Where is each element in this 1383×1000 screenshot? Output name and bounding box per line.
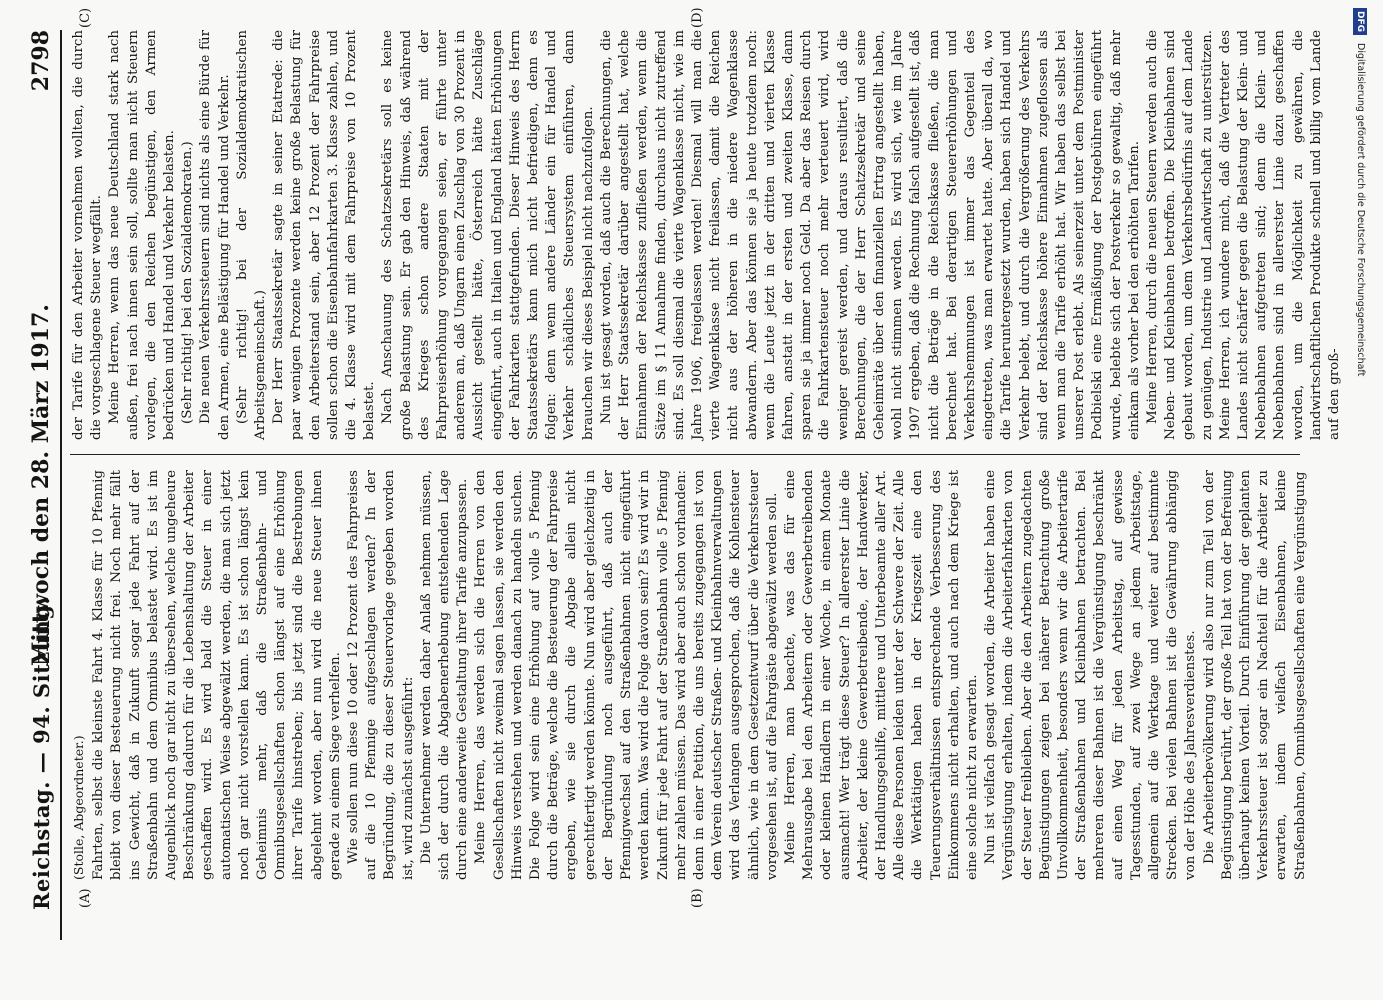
left-column [70, 470, 1308, 880]
right-column [70, 30, 1343, 440]
header-date: Mittwoch den 28. März 1917. [28, 304, 54, 666]
speaker-label: (Stolle, Abgeordneter.) [71, 735, 86, 880]
margin-marker-c: (C) [78, 7, 93, 28]
quote: Die Unternehmer werden daher Anlaß nehmen müssen, sich der durch die Abgabenerhebung entstehenden Lage durch eine anderweite Gestaltung ihrer Tarife anzupassen. [418, 470, 471, 880]
dfg-logo: DFG [1353, 8, 1367, 35]
margin-marker-b: (B) [690, 888, 705, 908]
column-divider [70, 454, 1300, 455]
paragraph: Meine Herren, wenn das neue Deutschland stark nach außen, frei nach innen sein soll, sollte man nicht Steuern vorlegen, die den Reichen begünstigen, den Armen bedrücken und Handel und Verkehr belasten. [107, 30, 178, 440]
margin-marker-a: (A) [78, 888, 93, 908]
paragraph: Meine Herren, das werden sich die Herren von den Gesellschaften nicht zweimal sagen lassen, sie werden den Hinweis verstehen und werden danach zu handeln suchen. Die Folge wird sein eine Erhöhung auf volle 5 Pfennig durch die Beträge, welche die Besteuerung der Fahrpreise ergeben, wie sie durch die Abgabe allein nicht gerechtfertigt werden könnte. Nun wird aber gleichzeitig in der Begründung noch ausgeführt, daß auch der Pfennigwechsel auf den Straßenbahnen nicht eingeführt werden kann. Was wird die Folge davon sein? Es wird wir in Zukunft für jede Fahrt auf der Straßenbahn volle 5 Pfennig mehr zahlen müssen. Das wird aber auch schon vorhanden: denn in einer Petition, die uns bereits zugegangen ist von dem Verein deutscher Straßen- und Kleinbahnverwaltungen wird das Verlangen ausgesprochen, daß die Kohlensteuer ähnlich, wie in dem Gesetzentwurf über die Verkehrssteuer vorgesehen ist, auf die Fahrgäste abgewälzt werden soll. [473, 470, 780, 880]
interjection: (Sehr richtig! bei den Sozialdemokraten.) [180, 141, 196, 424]
paragraph: Nach Anschauung des Schatzsekretärs soll es keine große Belastung sein. Er gab den Hinweis, daß während des Krieges schon andere Staaten mit der Fahrpreiserhöhung vorgegangen seien, er führte unter anderem an, daß Ungarn einen Zuschlag von 30 Prozent in Aussicht gestellt hätte, Österreich hätte Zuschläge eingeführt, auch in Italien und England hätten Erhöhungen der Fahrkarten stattgefunden. Dieser Hinweis des Herrn Staatssekretärs kann mich nicht befriedigen, denn es folgen: denn wenn andere Länder ein für Handel und Verkehr schädliches Steuersystem einführen, dann brauchen wir dieses Beispiel nicht nachzufolgen. [380, 30, 596, 440]
paragraph: Fahrten, selbst die kleinste Fahrt 4. Klasse für 10 Pfennig bleibt von dieser Besteuerung nicht frei. Noch mehr fällt ins Gewicht, daß in Zukunft sogar jede Fahrt auf der Straßenbahn und dem Omnibus belastet wird. Es ist im Augenblick noch gar nicht zu übersehen, welche ungeheure Beschränkung dadurch für die Lebenshaltung der Arbeiter geschaffen wird. Es wird bald die Steuer in einer automatischen Weise abgewälzt werden, die man sich jetzt noch gar nicht vorstellen kann. Es ist schon längst kein Geheimnis mehr, daß die Straßenbahn- und Omnibusgesellschaften schon längst auf eine Erhöhung ihrer Tarife hinstreben; bis jetzt sind die Bestrebungen abgelehnt worden, aber nun wird die neue Steuer ihnen gerade zu einem Siege verhelfen. [91, 470, 343, 880]
notice-text: Digitalisierung gefördert durch die Deutsche Forschungsgemeinschaft [1355, 43, 1366, 377]
paragraph: Nun ist vielfach gesagt worden, die Arbeiter haben eine Vergünstigung erhalten, indem die Arbeiterfahrkarten von der Steuer freibleiben. Aber die den Arbeitern zugedachten Begünstigungen zeigen bei näherer Betrachtung große Unvollkommenheit, besonders wenn wir die Arbeitertarife der Straßenbahnen und Kleinbahnen betrachten. Bei mehreren dieser Bahnen ist die Vergünstigung beschränkt auf einen Weg für jeden Arbeitstag, auf gewisse Tagesstunden, auf zwei Wege an jedem Arbeitstage, allgemein auf die Werktage und weiter auf bestimmte Strecken. Bei vielen Bahnen ist die Gewährung abhängig von der Höhe des Jahresverdienstes. [983, 470, 1199, 880]
header-session: Reichstag. — 94. Sitzung. [29, 596, 54, 910]
paragraph: Meine Herren, durch die neuen Steuern werden auch die Neben- und Kleinbahnen betroffen. Die Kleinbahnen sind gebaut worden, um dem Verkehrsbedürfnis auf dem Lande zu genügen, Industrie und Landwirtschaft zu unterstützen. Meine Herren, ich wundere mich, daß die Vertreter des Landes nicht schärfer gegen die Belastung der Klein- und Nebenbahnen aufgetreten sind; denn die Klein- und Nebenbahnen sind in allererster Linie dazu geschaffen worden, um die Möglichkeit zu gewähren, die landwirtschaftlichen Produkte schnell und billig vom Lande auf den groß- [1144, 30, 1343, 440]
paragraph: Die neuen Verkehrssteuern sind nichts als eine Bürde für den Armen, eine Belästigung für Handel und Verkehr. [198, 30, 232, 440]
margin-marker-d: (D) [690, 7, 705, 28]
paragraph: der Tarife für den Arbeiter vornehmen wollten, die durch die vorgeschlagene Steuer wegfällt. [71, 30, 105, 440]
paragraph: Nun ist gesagt worden, daß auch die Berechnungen, die der Herr Staatssekretär darüber angestellt hat, welche Einnahmen der Reichskasse zufließen werden, wenn die Sätze im § 11 Annahme finden, durchaus nicht zutreffend sind. Es soll diesmal die vierte Wagenklasse nicht, wie im Jahre 1906, freigelassen werden! Diesmal will man die vierte Wagenklasse nicht freilassen, damit die Reichen nicht aus der höheren in die niedere Wagenklasse abwandern. Aber das können sie ja heute trotzdem noch: wenn die Leute jetzt in der dritten und vierten Klasse fahren, anstatt in der ersten und zweiten Klasse, dann sparen sie ja immer noch Geld. Da aber das Reisen durch die Fahrkartensteuer noch mehr verteuert wird, wird weniger gereist werden, und daraus resultiert, daß die Berechnungen, die der Herr Schatzsekretär und seine Geheimräte über den finanziellen Ertrag angestellt haben, wohl nicht stimmen werden. Es wird sich, wie im Jahre 1907 ergeben, daß die Rechnung falsch aufgestellt ist, daß nicht die Beträge in die Reichskasse fließen, die man berechnet hat. Bei derartigen Steuererhöhungen und Verkehrshemmungen ist immer das Gegenteil des eingetreten, was man erwartet hatte. Aber überall da, wo die Tarife heruntergesetzt wurden, haben sich Handel und Verkehr belebt, und durch die Vergrößerung des Verkehrs sind der Reichskasse höhere Einnahmen zugeflossen als wenn man die Tarife erhöht hat. Wir haben das selbst bei unserer Post erlebt. Als seinerzeit unter dem Postminister Podbielski eine Ermäßigung der Postgebühren eingeführt wurde, belebte sich der Postverkehr so gewaltig, daß mehr einkam als vorher bei den erhöhten Tarifen. [598, 30, 1142, 440]
paragraph: Meine Herren, man beachte, was das für eine Mehrausgabe bei den Arbeitern oder Gewerbetreibenden oder kleinen Händlern in einer Woche, in einem Monate ausmacht! Wer trägt diese Steuer? In allererster Linie die Arbeiter, der kleine Gewerbetreibende, der Handwerker, der Handlungsgehilfe, mittlere und Unterbeamte aller Art. Alle diese Personen leiden unter der Schwere der Zeit. Alle die Werktätigen haben in der Kriegszeit eine den Teuerungsverhältnissen entsprechende Verbesserung des Einkommens nicht erhalten, und auch nach dem Kriege ist eine solche nicht zu erwarten. [782, 470, 980, 880]
interjection: (Sehr richtig! bei der Sozialdemokratischen Arbeitsgemeinschaft.) [234, 30, 269, 440]
paragraph: Die Arbeiterbevölkerung wird also nur zum Teil von der Begünstigung berührt, der große Teil hat von der Befreiung überhaupt keinen Vorteil. Durch Einführung der geplanten Verkehrssteuer ist sogar ein Nachteil für die Arbeiter zu erwarten, indem vielfach Eisenbahnen, kleine Straßenbahnen, Omnibusgesellschaften eine Vergünstigung [1201, 470, 1308, 880]
page-header [14, 30, 62, 940]
paragraph: Der Herr Staatssekretär sagte in seiner Etatrede: die paar wenigen Prozente werden keine große Belastung für den Arbeiterstand sein, aber 12 Prozent der Fahrpreise sollen schon die Eisenbahnfahrkarten 3. Klasse zahlen, und die 4. Klasse wird mit dem Fahrpreise von 10 Prozent belastet. [271, 30, 378, 440]
paragraph: Wie sollen nun diese 10 oder 12 Prozent des Fahrpreises auf die 10 Pfennige aufgeschlagen werden? In der Begründung, die zu dieser Steuervorlage gegeben worden ist, wird zunächst ausgeführt: [346, 470, 416, 880]
digitization-notice [1345, 8, 1375, 992]
page-number: 2798 [28, 30, 54, 92]
